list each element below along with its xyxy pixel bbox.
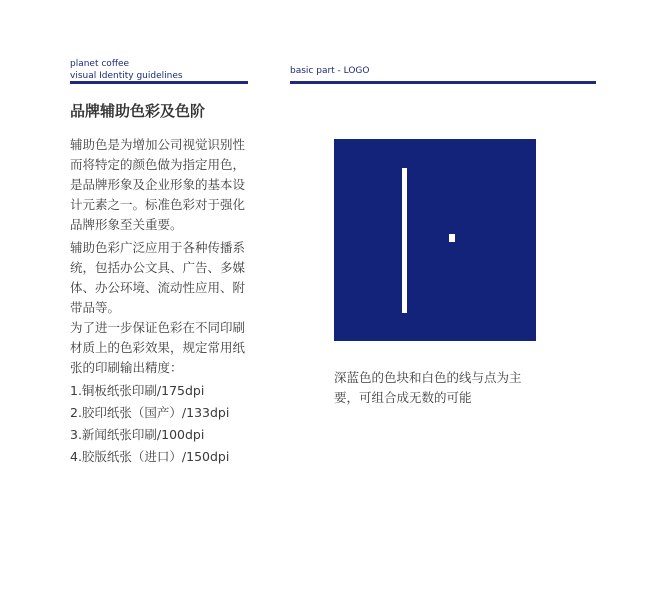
paragraph-print-quality: 为了进一步保证色彩在不同印刷材质上的色彩效果，规定常用纸张的印刷输出精度： [70, 320, 246, 375]
section-label: basic part - LOGO [290, 66, 370, 76]
white-dot-element [449, 234, 455, 242]
paragraph-applications: 辅助色彩广泛应用于各种传播系统，包括办公文具、广告、多媒体、办公环境、流动性应用、附带品等。 [70, 240, 246, 315]
brand-subtitle: visual Identity guidelines [70, 71, 183, 81]
list-item: 2.胶印纸张（国产）/133dpi [70, 405, 230, 420]
list-item: 4.胶版纸张（进口）/150dpi [70, 449, 230, 464]
brand-block [70, 58, 183, 82]
list-item: 1.铜板纸张印刷/175dpi [70, 383, 205, 398]
page-title: 品牌辅助色彩及色阶 [70, 102, 206, 120]
header-rule-right [290, 81, 596, 84]
color-swatch [334, 139, 536, 341]
swatch-caption: 深蓝色的色块和白色的线与点为主要，可组合成无数的可能 [334, 370, 522, 405]
paragraph-intro: 辅助色是为增加公司视觉识别性而将特定的颜色做为指定用色，是品牌形象及企业形象的基本设计元素之一。标准色彩对于强化品牌形象至关重要。 [70, 137, 246, 232]
white-line-element [402, 168, 407, 313]
header-rule-left [70, 81, 248, 84]
print-spec-list [70, 380, 229, 468]
list-item: 3.新闻纸张印刷/100dpi [70, 427, 205, 442]
brand-name: planet coffee [70, 59, 130, 69]
